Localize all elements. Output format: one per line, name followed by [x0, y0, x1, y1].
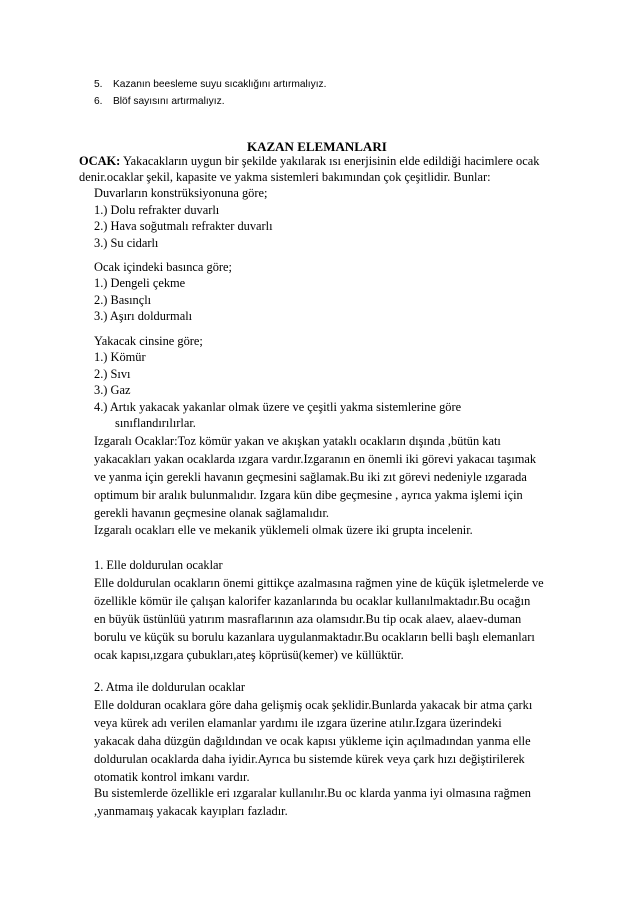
group-item: 2.) Basınçlı	[94, 293, 152, 307]
paragraph-line: otomatik kontrol imkanı vardır.	[94, 770, 250, 784]
intro-line	[79, 153, 539, 169]
paragraph-line: Bu sistemlerde özellikle eri ızgaralar kullanılır.Bu oc klarda yanma iyi olmasına rağmen	[94, 786, 531, 800]
paragraph-line: borulu ve küçük su borulu kazanlara uygulanmaktadır.Bu ocakların belli başlı elemanları	[94, 630, 535, 644]
group-item: 1.) Dengeli çekme	[94, 276, 186, 290]
paragraph-line: optimum bir aralık bulunmalıdır. Izgara kün dibe geçmesine , ayrıca yakma işlemi için	[94, 488, 523, 502]
paragraph-line: ve yanma için gerekli havanın geçmesini sağlamak.Bu iki zıt görevi nedeniyle ızgarada	[94, 470, 527, 484]
paragraph-line: özellikle kömür ile çalışan kalorifer kazanlarında bu ocaklar kullanılmaktadır.Bu ocağın	[94, 594, 531, 608]
paragraph-line: veya kürek adı verilen elamanlar yardımı ile ızgara üzerine atılır.Izgara üzerindeki	[94, 716, 502, 730]
section-heading: 1. Elle doldurulan ocaklar	[94, 558, 223, 572]
section-heading: 2. Atma ile doldurulan ocaklar	[94, 680, 246, 694]
paragraph-line: Elle dolduran ocaklara göre daha gelişmiş ocak şeklidir.Bunlarda yakacak bir atma çarkı	[94, 698, 533, 712]
group-item: 3.) Gaz	[94, 383, 131, 397]
list-item: Blöf sayısını artırmalıyız.	[113, 96, 225, 107]
paragraph-line: ocak kapısı,ızgara çubukları,ateş köprüsü(kemer) ve küllüktür.	[94, 648, 404, 662]
list-number: 6.	[94, 96, 103, 107]
group-heading: Ocak içindeki basınca göre;	[94, 260, 232, 274]
paragraph-line: yakacakları yakan ocaklarda ızgara vardır.Izgaranın en önemli iki görevi yakacaı taşımak	[94, 452, 537, 466]
page-title: KAZAN ELEMANLARI	[247, 139, 387, 154]
intro-line: denir.ocaklar şekil, kapasite ve yakma sistemleri bakımından çok çeşitlidir. Bunlar:	[79, 170, 491, 184]
group-heading: Yakacak cinsine göre;	[94, 334, 203, 348]
group-heading: Duvarların konstrüksiyonuna göre;	[94, 186, 268, 200]
group-item: 3.) Aşırı doldurmalı	[94, 309, 193, 323]
intro-text: Yakacakların uygun bir şekilde yakılarak ısı enerjisinin elde edildiği hacimlere ocak	[120, 154, 540, 168]
group-item: 1.) Dolu refrakter duvarlı	[94, 203, 220, 217]
group-item: 4.) Artık yakacak yakanlar olmak üzere ve çeşitli yakma sistemlerine göre	[94, 400, 462, 414]
intro-term: OCAK:	[79, 154, 121, 168]
paragraph-line: gerekli havanın geçmesine olanak sağlamalıdır.	[94, 506, 329, 520]
group-item: 1.) Kömür	[94, 350, 146, 364]
group-item-continuation: sınıflandırılırlar.	[115, 416, 196, 430]
paragraph-line: en büyük üstünlüü yatırım masraflarının aza olamsıdır.Bu tip ocak alaev, alaev-duman	[94, 612, 522, 626]
paragraph-line: yakacak daha düzgün dağıldından ve ocak kapısı yükleme için açılmadından yanma elle	[94, 734, 531, 748]
paragraph-line: Elle doldurulan ocakların önemi gittikçe azalmasına rağmen yine de küçük işletmelerde ve	[94, 576, 544, 590]
paragraph-line: doldurulan ocaklarda daha iyidir.Ayrıca bu sistemde kürek veya çark hızı değiştirilerek	[94, 752, 525, 766]
group-item: 3.) Su cidarlı	[94, 236, 159, 250]
list-number: 5.	[94, 79, 103, 90]
paragraph-line: Izgaralı ocakları elle ve mekanik yüklemeli olmak üzere iki grupta incelenir.	[94, 523, 473, 537]
list-item: Kazanın beesleme suyu sıcaklığını artırmalıyız.	[113, 79, 327, 90]
group-item: 2.) Hava soğutmalı refrakter duvarlı	[94, 219, 273, 233]
paragraph-line: Izgaralı Ocaklar:Toz kömür yakan ve akışkan yataklı ocakların dışında ,bütün katı	[94, 434, 501, 448]
group-item: 2.) Sıvı	[94, 367, 131, 381]
paragraph-line: ,yanmamaış yakacak kayıpları fazladır.	[94, 804, 288, 818]
